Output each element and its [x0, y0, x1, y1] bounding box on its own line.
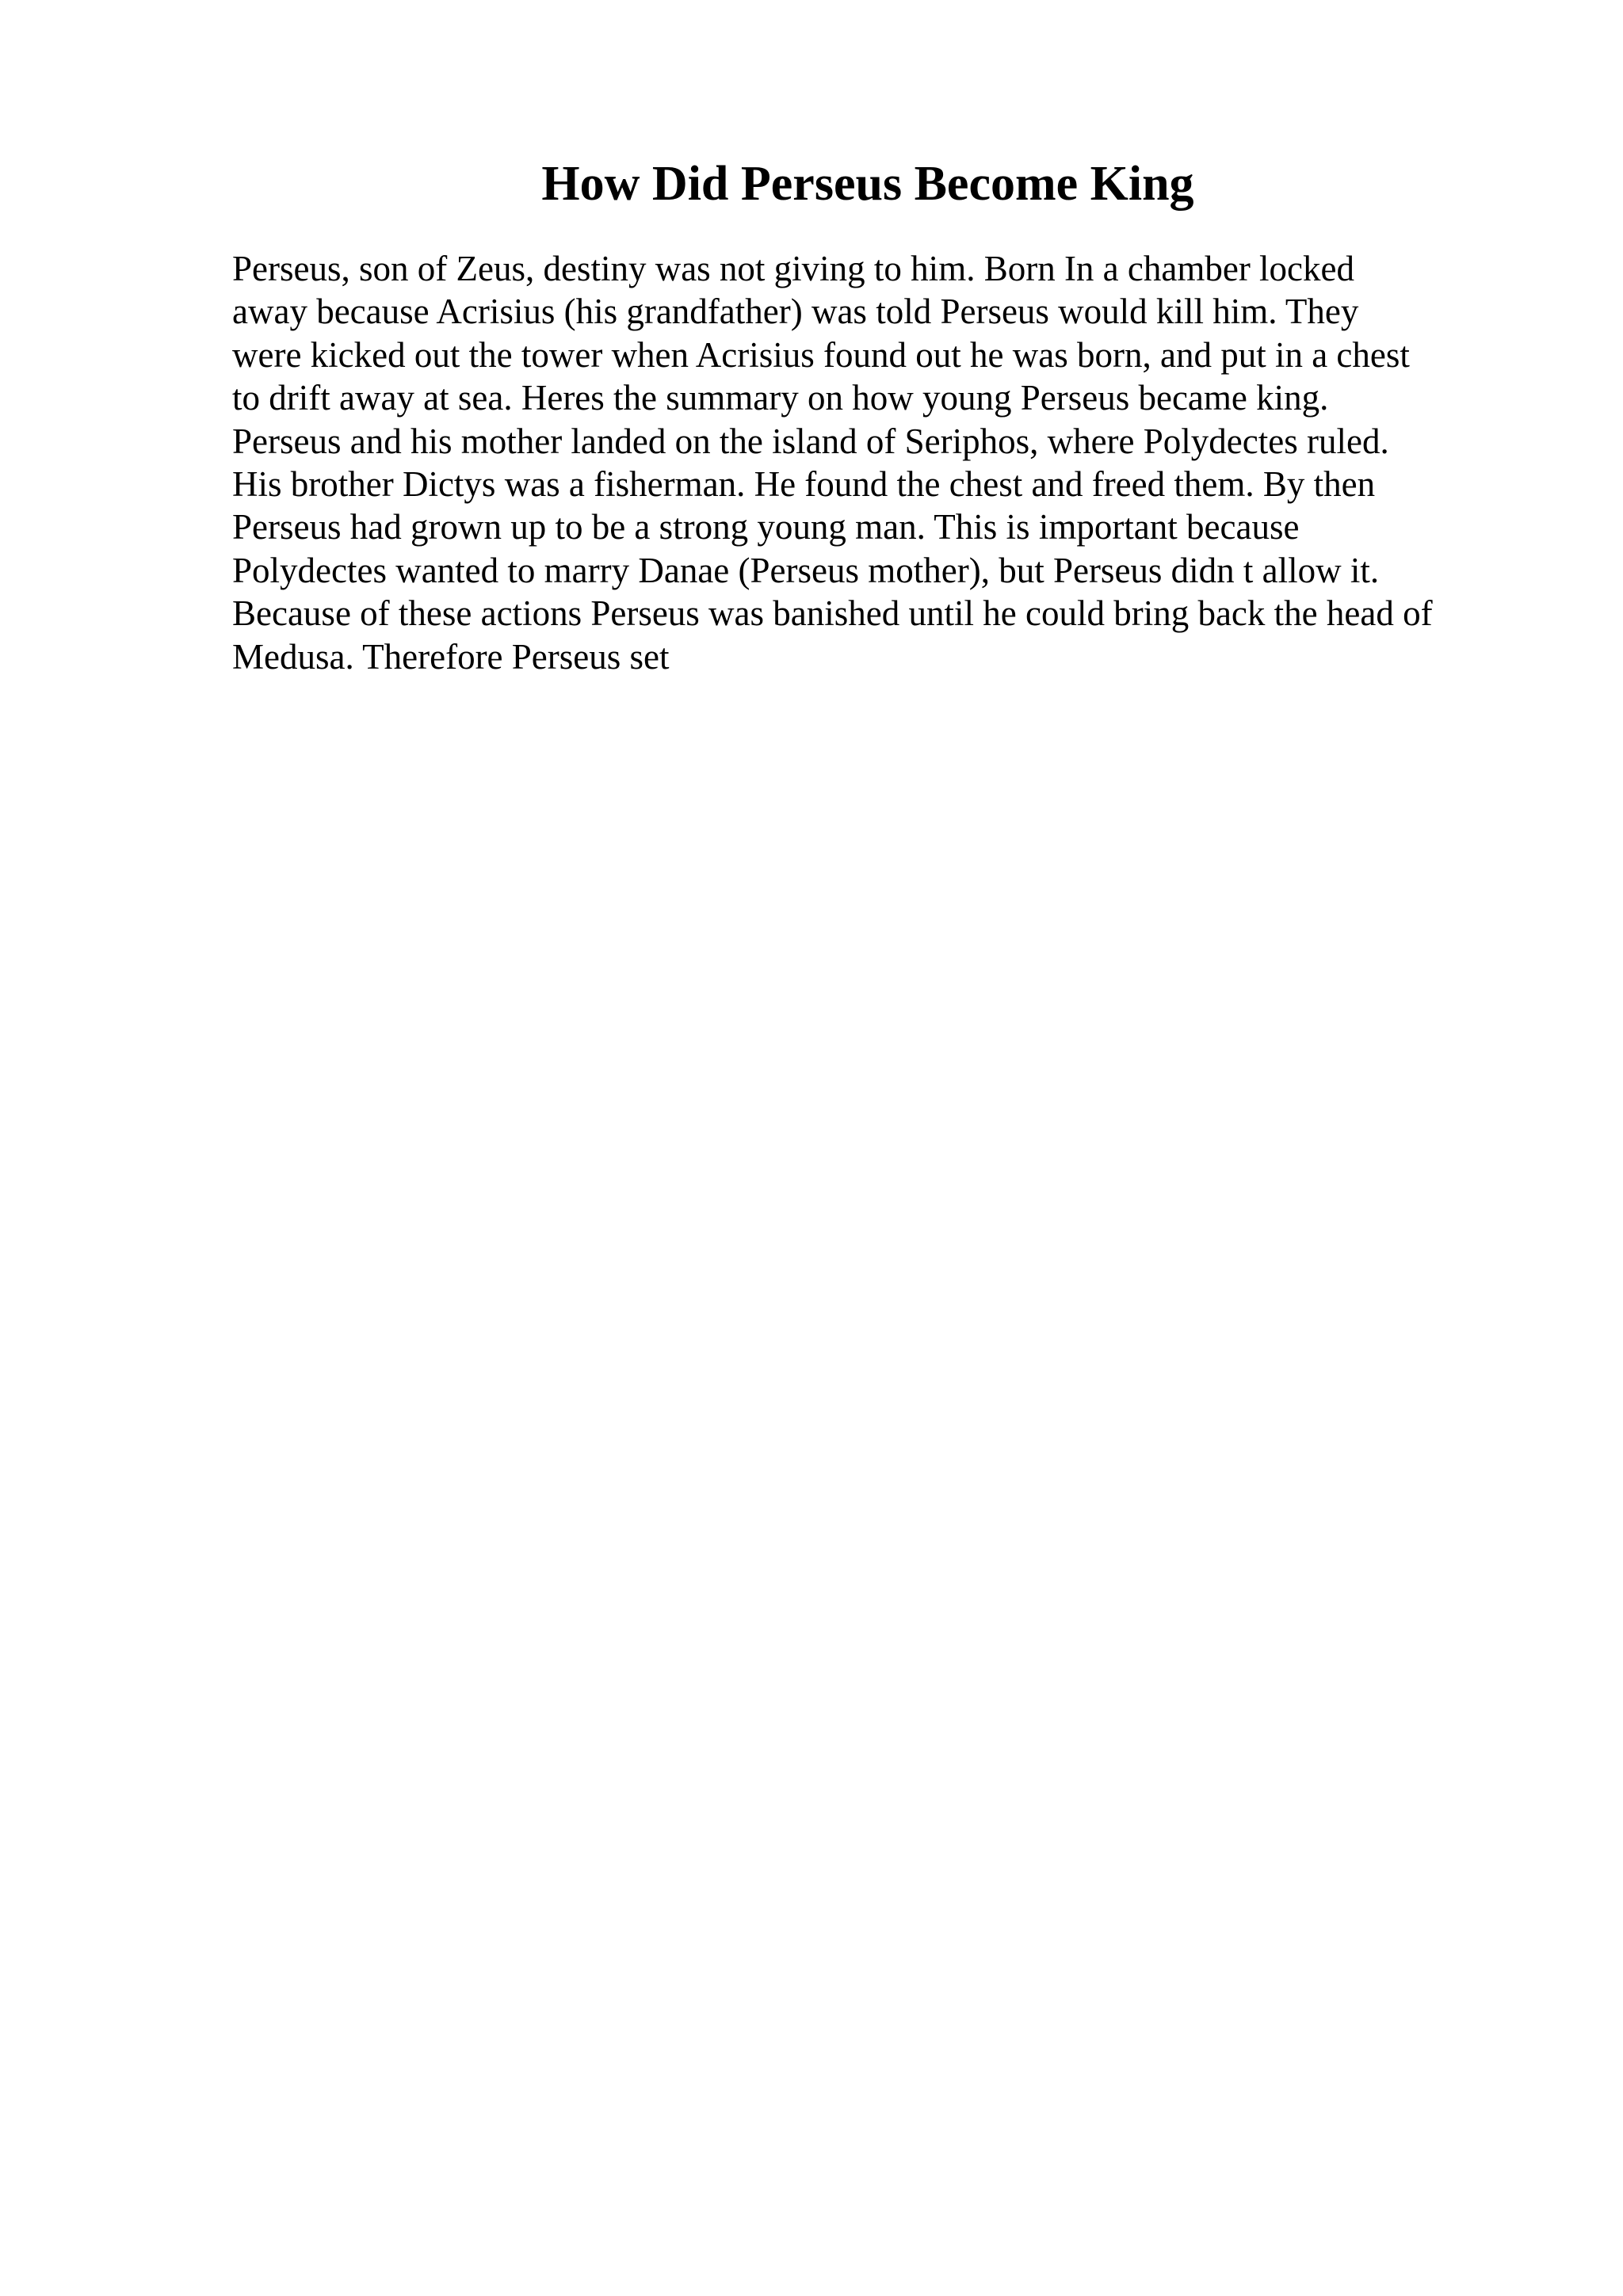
body-line: Polydectes wanted to marry Danae (Perseus mother), but Perseus didn t allow it.	[232, 550, 1380, 590]
body-line: Perseus, son of Zeus, destiny was not giving to him. Born In a chamber locked	[232, 249, 1355, 288]
body-line: Perseus had grown up to be a strong young man. This is important because	[232, 507, 1300, 547]
body-line: Because of these actions Perseus was banished until he could bring back the head of	[232, 593, 1433, 634]
document-body	[232, 247, 1516, 678]
body-line: were kicked out the tower when Acrisius found out he was born, and put in a chest	[232, 334, 1410, 375]
body-line: His brother Dictys was a fisherman. He found the chest and freed them. By then	[232, 464, 1376, 505]
body-line: away because Acrisius (his grandfather) was told Perseus would kill him. They	[232, 292, 1359, 332]
document-title: How Did Perseus Become King	[541, 157, 1194, 211]
body-line: Perseus and his mother landed on the island of Seriphos, where Polydectes ruled.	[232, 421, 1389, 461]
body-line: Medusa. Therefore Perseus set	[232, 636, 670, 677]
body-line: to drift away at sea. Heres the summary on how young Perseus became king.	[232, 378, 1329, 418]
